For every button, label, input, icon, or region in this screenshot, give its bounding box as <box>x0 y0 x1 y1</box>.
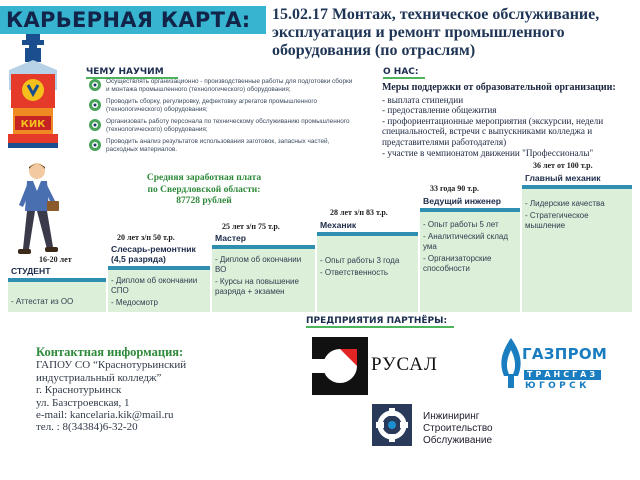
career-step-fitter <box>108 242 210 312</box>
list-item: Проводить анализ результатов использования заготовок, запасных частей, расходных материалов. <box>86 138 356 154</box>
list-item: Осуществлять организационно - производственные работы для подготовки сборки и монтажа промышленного (технологического) оборудования; <box>86 78 356 94</box>
list-item: - профориентационные мероприятия (экскурсии, недели специальностей, встречи с выпускниками колледжа и представителями работодателя) <box>382 115 604 147</box>
list-item: - участие в чемпионатом движении "Профессионалы" <box>382 147 594 158</box>
rusal-logo-text: РУСАЛ <box>371 354 438 375</box>
partners-heading: ПРЕДПРИЯТИЯ ПАРТНЁРЫ: <box>306 316 448 326</box>
step-age: 33 года 90 т.р. <box>430 184 480 193</box>
gear-bullet-icon <box>88 78 102 92</box>
career-step-chief-mechanic <box>522 171 632 312</box>
step-requirements: - Опыт работы 5 лет - Аналитический склад ума - Организаторские способности <box>423 220 509 273</box>
college-logo-icon <box>4 30 62 148</box>
career-step-mechanic <box>317 218 418 312</box>
step-age: 28 лет з/п 83 т.р. <box>330 208 388 217</box>
about-heading: О НАС: <box>383 67 419 77</box>
step-age: 25 лет з/п 75 т.р. <box>222 222 280 231</box>
iso-logo-icon <box>372 404 412 446</box>
gear-bullet-icon <box>88 138 102 152</box>
org-name: индустриальный колледж” <box>36 371 162 384</box>
step-title: Главный механик <box>522 171 632 189</box>
gazprom-logo-text: ГАЗПРОМ ТРАНСГАЗ ЮГОРСК <box>522 345 608 391</box>
step-age: 20 лет з/п 50 т.р. <box>117 233 175 242</box>
list-item: Проводить сборку, регулировку, дефектовку агрегатов промышленного (технологического) оборудования; <box>86 98 356 114</box>
about-underline <box>383 77 425 79</box>
teach-heading: ЧЕМУ НАУЧИМ <box>86 67 164 77</box>
step-title: Ведущий инженер <box>420 194 520 212</box>
student-walking-icon <box>15 161 61 259</box>
step-age: 16-20 лет <box>39 255 72 264</box>
average-salary: Средняя заработная плата по Свердловской области: 87728 рублей <box>146 173 262 206</box>
about-list <box>382 83 637 158</box>
page-title: 15.02.17 Монтаж, техническое обслуживание, эксплуатация и ремонт промышленного оборудования (по отраслям) <box>272 6 600 59</box>
step-title: СТУДЕНТ <box>8 264 106 282</box>
gear-bullet-icon <box>88 118 102 132</box>
step-title: Слесарь-ремонтник (4,5 разряда) <box>108 242 210 270</box>
career-step-master <box>212 231 315 312</box>
svg-text:КИК: КИК <box>20 119 46 130</box>
step-requirements: - Диплом об окончании ВО - Курсы на повышение разряда + экзамен <box>215 255 302 296</box>
step-requirements: - Диплом об окончании СПО - Медосмотр <box>111 276 198 307</box>
career-step-student <box>8 264 106 312</box>
city: г. Краснотурьинск <box>36 384 122 397</box>
banner-title: КАРЬЕРНАЯ КАРТА: <box>6 8 251 32</box>
contact-info <box>36 346 276 434</box>
gear-bullet-icon <box>88 98 102 112</box>
step-title: Мастер <box>212 231 315 249</box>
partners-underline <box>306 326 454 328</box>
rusal-logo-icon <box>312 337 368 395</box>
list-item: - выплата стипендии <box>382 94 464 105</box>
iso-logo-text: Инжиниринг Строительство Обслуживание <box>423 411 493 446</box>
step-requirements: - Лидерские качества - Стратегическое мышление <box>525 199 605 230</box>
career-step-lead-engineer <box>420 194 520 312</box>
step-requirements: - Опыт работы 3 года - Ответственность <box>320 256 400 277</box>
list-item: Организовать работу персонала по техническому обслуживанию промышленного (технологического) оборудования; <box>86 118 356 134</box>
step-requirements: - Аттестат из ОО <box>11 297 74 306</box>
teach-list <box>86 78 356 158</box>
org-name: ГАПОУ СО “Краснотурьинский <box>36 359 187 372</box>
step-age: 36 лет от 100 т.р. <box>533 161 593 170</box>
contact-title: Контактная информация: <box>36 345 184 359</box>
phone-number[interactable]: тел. : 8(34384)6-32-20 <box>36 421 138 434</box>
support-title: Меры поддержки от образовательной организации: <box>382 82 616 93</box>
step-title: Механик <box>317 218 418 236</box>
list-item: - предоставление общежития <box>382 105 497 116</box>
title-banner <box>0 6 266 34</box>
email-link[interactable]: e-mail: kancelaria.kik@mail.ru <box>36 409 174 422</box>
street: ул. Базстроевская, 1 <box>36 396 130 409</box>
